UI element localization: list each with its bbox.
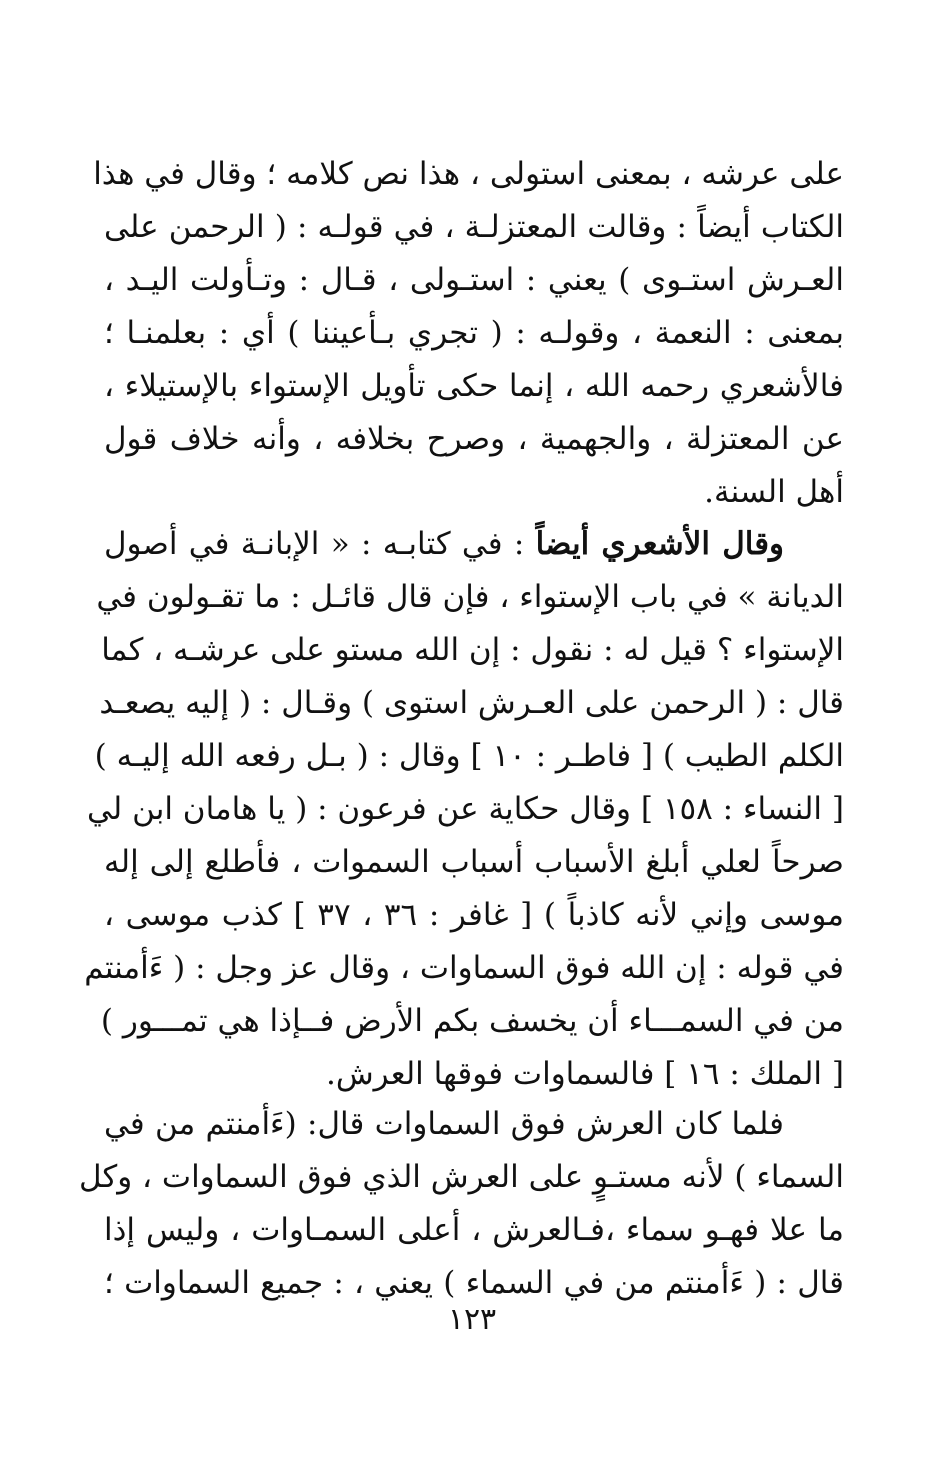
text-line: موسى وإني لأنه كاذباً ) [ غافر : ٣٦ ، ٣٧ ] كذب موسى ، xyxy=(104,897,844,933)
text-line-lead xyxy=(104,518,844,571)
paragraph-1 xyxy=(93,148,844,519)
text-line: على عرشه ، بمعنى استولى ، هذا نص كلامه ؛ وقال في هذا xyxy=(93,156,844,192)
bold-lead-phrase: وقال الأشعري أيضاً xyxy=(535,526,784,562)
lead-line-rest: : في كتابـه : « الإبانـة في أصول xyxy=(104,526,536,562)
text-line: ما علا فهـو سماء ،فـالعرش ، أعلى السمـاوات ، وليس إذا xyxy=(104,1212,844,1248)
paragraph-3 xyxy=(78,1098,844,1310)
text-line: من في السمـــاء أن يخسف بكم الأرض فــإذا هي تمـــور ) xyxy=(100,1003,844,1039)
page-number: ١٢٣ xyxy=(447,1302,497,1337)
text-line: قال : ( ءَأمنتم من في السماء ) يعني ، : جميع السماوات ؛ xyxy=(104,1265,844,1301)
text-line: [ النساء : ١٥٨ ] وقال حكاية عن فرعون : ( يا هامان ابن لي xyxy=(86,791,844,827)
text-line: [ الملك : ١٦ ] فالسماوات فوقها العرش. xyxy=(325,1056,844,1092)
text-line: فالأشعري رحمه الله ، إنما حكى تأويل الإستواء بالإستيلاء ، xyxy=(104,368,844,404)
text-line: الديانة » في باب الإستواء ، فإن قال قائـل : ما تقـولون في xyxy=(96,579,844,615)
text-line: الكلم الطيب ) [ فاطـر : ١٠ ] وقال : ( بـل رفعه الله إليـه ) xyxy=(94,738,844,774)
text-line: السماء ) لأنه مستـوٍ على العرش الذي فوق السماوات ، وكل xyxy=(78,1159,844,1195)
text-line: صرحاً لعلي أبلغ الأسباب أسباب السموات ، فأطلع إلى إله xyxy=(104,844,844,880)
text-line: بمعنى : النعمة ، وقولـه : ( تجري بـأعيننا ) أي : بعلمنـا ؛ xyxy=(104,315,844,351)
text-line: عن المعتزلة ، والجهمية ، وصرح بخلافه ، وأنه خلاف قول xyxy=(104,421,844,457)
text-line: أهل السنة. xyxy=(704,474,844,510)
text-line: الكتاب أيضاً : وقالت المعتزلـة ، في قولـه : ( الرحمن على xyxy=(104,209,844,245)
paragraph-2 xyxy=(84,518,844,1101)
text-line: فلما كان العرش فوق السماوات قال: (ءَأمنتم من في xyxy=(104,1106,784,1142)
text-line: قال : ( الرحمن على العـرش استوى ) وقـال : ( إليه يصعـد xyxy=(99,685,844,721)
text-line: الإستواء ؟ قيل له : نقول : إن الله مستو على عرشـه ، كما xyxy=(101,632,844,668)
text-line: العـرش استـوى ) يعني : استـولى ، قـال : وتـأولت اليـد ، xyxy=(104,262,844,298)
text-line: في قوله : إن الله فوق السماوات ، وقال عز وجل : ( ءَأمنتم xyxy=(84,950,844,986)
